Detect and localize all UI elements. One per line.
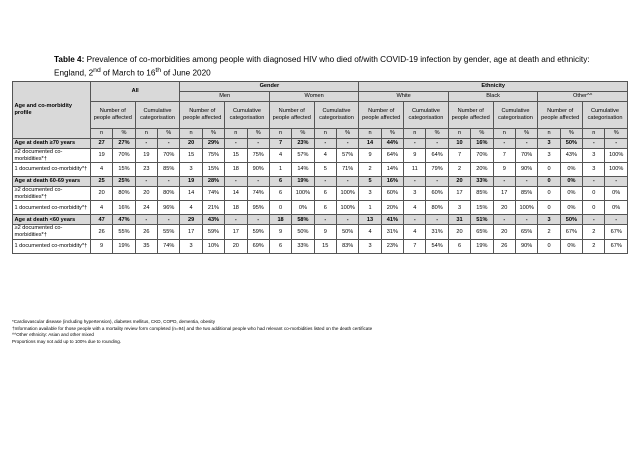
- table-cell: 3: [538, 149, 560, 163]
- row-label: ≥2 documented co-morbidities*†: [13, 187, 91, 201]
- table-cell: 20: [493, 225, 515, 239]
- table-cell: 26: [90, 225, 112, 239]
- table-label: Table 4:: [54, 55, 85, 64]
- table-cell: -: [225, 215, 247, 225]
- table-cell: 57%: [292, 149, 314, 163]
- footnote: Proportions may not add up to 100% due to rounding.: [12, 338, 122, 344]
- table-cell: 90%: [515, 239, 537, 253]
- table-cell: 31: [448, 215, 470, 225]
- header-n: n: [314, 129, 336, 139]
- header-cumulative: Cumulative categorisation: [493, 102, 538, 129]
- table-cell: 74%: [247, 187, 269, 201]
- table-cell: -: [404, 177, 426, 187]
- row-label: 1 documented co-morbidity*†: [13, 201, 91, 215]
- table-cell: 4: [404, 201, 426, 215]
- table-cell: 3: [583, 149, 605, 163]
- table-cell: 0: [538, 163, 560, 177]
- table-cell: 4: [269, 149, 291, 163]
- table-cell: 25: [90, 177, 112, 187]
- table-cell: -: [515, 215, 537, 225]
- table-cell: 70%: [515, 149, 537, 163]
- table-cell: 85%: [515, 187, 537, 201]
- header-all: All: [90, 82, 179, 102]
- table-cell: 3: [359, 239, 381, 253]
- table-cell: 20: [493, 201, 515, 215]
- header-pct: %: [381, 129, 403, 139]
- table-cell: -: [493, 139, 515, 149]
- table-cell: 2: [583, 239, 605, 253]
- table-cell: 0: [269, 201, 291, 215]
- table-cell: 9: [359, 149, 381, 163]
- table-cell: -: [426, 215, 448, 225]
- table-cell: -: [493, 215, 515, 225]
- caption-line2-mid: of March to 16: [103, 68, 156, 78]
- table-row: [13, 201, 628, 215]
- row-label: 1 documented co-morbidity*†: [13, 163, 91, 177]
- table-cell: 85%: [471, 187, 493, 201]
- table-cell: -: [336, 139, 358, 149]
- table-cell: 43%: [560, 149, 582, 163]
- table-cell: 0%: [292, 201, 314, 215]
- table-cell: 79%: [426, 163, 448, 177]
- table-cell: 90%: [515, 163, 537, 177]
- table-cell: 64%: [426, 149, 448, 163]
- table-group-row: [13, 177, 628, 187]
- table-cell: -: [247, 139, 269, 149]
- table-cell: 3: [359, 187, 381, 201]
- table-cell: 26: [493, 239, 515, 253]
- table-group-row: [13, 215, 628, 225]
- table-cell: 9: [404, 149, 426, 163]
- table-cell: 60%: [381, 187, 403, 201]
- table-cell: 16%: [471, 139, 493, 149]
- table-cell: 17: [448, 187, 470, 201]
- table-cell: 15%: [113, 163, 135, 177]
- table-cell: 55%: [113, 225, 135, 239]
- table-row: [13, 149, 628, 163]
- table-cell: 47%: [113, 215, 135, 225]
- table-cell: 14: [225, 187, 247, 201]
- table-cell: 21%: [202, 201, 224, 215]
- table-cell: -: [158, 215, 180, 225]
- table-cell: -: [515, 177, 537, 187]
- table-cell: -: [493, 177, 515, 187]
- row-label: Age at death 60-69 years: [13, 177, 91, 187]
- table-cell: 58%: [292, 215, 314, 225]
- header-n: n: [225, 129, 247, 139]
- table-cell: 60%: [426, 187, 448, 201]
- table-cell: 100%: [292, 187, 314, 201]
- table-cell: 0%: [605, 187, 628, 201]
- table-cell: 17: [493, 187, 515, 201]
- table-cell: 0%: [560, 187, 582, 201]
- table-cell: 4: [90, 201, 112, 215]
- table-cell: 3: [448, 201, 470, 215]
- table-cell: 23%: [381, 239, 403, 253]
- table-cell: 0%: [560, 177, 582, 187]
- table-cell: 20: [448, 225, 470, 239]
- table-cell: 25%: [113, 177, 135, 187]
- table-cell: 24: [135, 201, 157, 215]
- header-number-affected: Number of people affected: [90, 102, 135, 129]
- header-number-affected: Number of people affected: [448, 102, 493, 129]
- footnote: ^^Other ethnicity: Asian and other mixed: [12, 332, 94, 338]
- table-cell: 50%: [560, 139, 582, 149]
- table-cell: 4: [314, 149, 336, 163]
- table-row: [13, 187, 628, 201]
- table-cell: 13: [359, 215, 381, 225]
- table-cell: 19%: [113, 239, 135, 253]
- table-cell: 2: [359, 163, 381, 177]
- header-n: n: [583, 129, 605, 139]
- table-cell: 80%: [426, 201, 448, 215]
- header-pct: %: [292, 129, 314, 139]
- table-cell: 20: [135, 187, 157, 201]
- header-number-affected: Number of people affected: [180, 102, 225, 129]
- table-cell: 26: [135, 225, 157, 239]
- table-cell: 67%: [605, 239, 628, 253]
- table-cell: 19: [180, 177, 202, 187]
- header-pct: %: [158, 129, 180, 139]
- table-cell: 19: [135, 149, 157, 163]
- table-cell: -: [426, 139, 448, 149]
- table-row: [13, 225, 628, 239]
- table-cell: -: [515, 139, 537, 149]
- table-cell: 74%: [202, 187, 224, 201]
- table-cell: 69%: [247, 239, 269, 253]
- table-cell: -: [426, 177, 448, 187]
- table-cell: 19%: [471, 239, 493, 253]
- caption-line1: Prevalence of co-morbidities among people with diagnosed HIV who died of/with COVID-19 infection by gender, age at death and: [86, 55, 555, 64]
- table-cell: 0%: [605, 201, 628, 215]
- table-cell: 18: [269, 215, 291, 225]
- table-cell: 44%: [381, 139, 403, 149]
- table-cell: 20: [225, 239, 247, 253]
- table-cell: -: [583, 215, 605, 225]
- table-cell: -: [135, 139, 157, 149]
- table-cell: 3: [180, 239, 202, 253]
- table-cell: 51%: [471, 215, 493, 225]
- header-pct: %: [560, 129, 582, 139]
- table-cell: 0%: [560, 239, 582, 253]
- table-cell: 20%: [381, 201, 403, 215]
- header-gender: Gender: [180, 82, 359, 92]
- table-cell: 3: [404, 187, 426, 201]
- table-cell: 9: [493, 163, 515, 177]
- table-cell: 64%: [381, 149, 403, 163]
- table-cell: -: [336, 177, 358, 187]
- header-pct: %: [336, 129, 358, 139]
- table-cell: 59%: [202, 225, 224, 239]
- table-cell: 0%: [560, 201, 582, 215]
- table-cell: 4: [359, 225, 381, 239]
- table-cell: 100%: [336, 187, 358, 201]
- table-cell: -: [247, 215, 269, 225]
- table-cell: 15: [180, 149, 202, 163]
- table-cell: 19: [90, 149, 112, 163]
- table-cell: 7: [448, 149, 470, 163]
- table-cell: 7: [269, 139, 291, 149]
- table-cell: 71%: [336, 163, 358, 177]
- table-cell: 0: [538, 201, 560, 215]
- table-cell: -: [336, 215, 358, 225]
- table-cell: -: [314, 177, 336, 187]
- footnote: *Cardiovascular disease (including hypertension), diabetes mellitus, CKD, COPD, dementia, obesity: [12, 319, 215, 324]
- table-cell: 29%: [202, 139, 224, 149]
- table-cell: 14%: [292, 163, 314, 177]
- table-cell: 0: [538, 239, 560, 253]
- table-cell: -: [404, 215, 426, 225]
- table-cell: 6: [314, 187, 336, 201]
- table-cell: 70%: [158, 149, 180, 163]
- table-cell: 15: [225, 149, 247, 163]
- table-cell: 28%: [202, 177, 224, 187]
- table-cell: -: [225, 177, 247, 187]
- table-cell: 17: [180, 225, 202, 239]
- table-cell: -: [583, 139, 605, 149]
- table-cell: 4: [90, 163, 112, 177]
- header-n: n: [538, 129, 560, 139]
- table-cell: 9: [314, 225, 336, 239]
- table-cell: 47: [90, 215, 112, 225]
- header-pct: %: [247, 129, 269, 139]
- caption-line2-post: of June 2020: [163, 68, 211, 78]
- table-cell: 27: [90, 139, 112, 149]
- table-cell: 67%: [605, 225, 628, 239]
- table-cell: 2: [448, 163, 470, 177]
- table-cell: 18: [225, 163, 247, 177]
- comorbidity-table: [12, 81, 628, 254]
- table-cell: 6: [269, 187, 291, 201]
- table-cell: -: [158, 139, 180, 149]
- table-cell: 100%: [515, 201, 537, 215]
- table-notes: [12, 319, 628, 345]
- table-cell: 10%: [202, 239, 224, 253]
- table-cell: 16%: [113, 201, 135, 215]
- table-cell: 80%: [158, 187, 180, 201]
- table-cell: 20%: [471, 163, 493, 177]
- table-cell: -: [135, 177, 157, 187]
- table-cell: 50%: [292, 225, 314, 239]
- table-cell: 33%: [292, 239, 314, 253]
- table-cell: 19%: [292, 177, 314, 187]
- table-cell: 6: [269, 177, 291, 187]
- header-n: n: [269, 129, 291, 139]
- table-cell: 1: [359, 201, 381, 215]
- table-cell: -: [605, 177, 628, 187]
- table-cell: 85%: [158, 163, 180, 177]
- table-cell: 4: [180, 201, 202, 215]
- header-ethnicity: Ethnicity: [359, 82, 628, 92]
- table-cell: 100%: [605, 149, 628, 163]
- header-n: n: [135, 129, 157, 139]
- table-cell: 20: [90, 187, 112, 201]
- header-n: n: [493, 129, 515, 139]
- header-cumulative: Cumulative categorisation: [583, 102, 628, 129]
- table-cell: 100%: [605, 163, 628, 177]
- table-cell: 43%: [202, 215, 224, 225]
- header-pct: %: [202, 129, 224, 139]
- caption-sup2: th: [155, 67, 162, 74]
- table-caption: [54, 54, 594, 79]
- table-cell: 9: [90, 239, 112, 253]
- table-cell: 65%: [471, 225, 493, 239]
- table-cell: 100%: [336, 201, 358, 215]
- header-number-affected: Number of people affected: [359, 102, 404, 129]
- table-cell: 9: [269, 225, 291, 239]
- table-cell: 50%: [560, 215, 582, 225]
- table-cell: 3: [538, 215, 560, 225]
- table-cell: 70%: [471, 149, 493, 163]
- table-cell: -: [247, 177, 269, 187]
- table-group-row: [13, 139, 628, 149]
- table-cell: -: [404, 139, 426, 149]
- table-row: [13, 163, 628, 177]
- table-cell: 18: [225, 201, 247, 215]
- header-other: Other^^: [538, 92, 628, 102]
- table-cell: 3: [180, 163, 202, 177]
- header-cumulative: Cumulative categorisation: [314, 102, 359, 129]
- table-cell: 27%: [113, 139, 135, 149]
- table-cell: 0: [538, 187, 560, 201]
- table-cell: 23%: [292, 139, 314, 149]
- table-cell: -: [225, 139, 247, 149]
- table-cell: 11: [404, 163, 426, 177]
- table-cell: 7: [404, 239, 426, 253]
- table-cell: 0%: [560, 163, 582, 177]
- header-white: White: [359, 92, 448, 102]
- table-cell: 50%: [336, 225, 358, 239]
- table-cell: 5: [314, 163, 336, 177]
- table-cell: 95%: [247, 201, 269, 215]
- table-cell: 2: [583, 225, 605, 239]
- table-cell: 14: [180, 187, 202, 201]
- table-cell: -: [158, 177, 180, 187]
- table-cell: 67%: [560, 225, 582, 239]
- header-n: n: [90, 129, 112, 139]
- table-cell: 5: [359, 177, 381, 187]
- table-cell: 65%: [515, 225, 537, 239]
- header-number-affected: Number of people affected: [538, 102, 583, 129]
- header-cumulative: Cumulative categorisation: [404, 102, 449, 129]
- header-pct: %: [426, 129, 448, 139]
- row-label: ≥2 documented co-morbidities*†: [13, 225, 91, 239]
- table-cell: 15: [314, 239, 336, 253]
- table-cell: 0: [583, 201, 605, 215]
- table-cell: 54%: [426, 239, 448, 253]
- row-label: Age at death ≥70 years: [13, 139, 91, 149]
- table-cell: 14%: [381, 163, 403, 177]
- table-cell: 15%: [202, 163, 224, 177]
- header-black: Black: [448, 92, 537, 102]
- table-row: [13, 239, 628, 253]
- table-cell: 17: [225, 225, 247, 239]
- table-cell: 0: [538, 177, 560, 187]
- table-cell: 75%: [202, 149, 224, 163]
- table-cell: 16%: [381, 177, 403, 187]
- header-women: Women: [269, 92, 358, 102]
- table-cell: 55%: [158, 225, 180, 239]
- header-n: n: [448, 129, 470, 139]
- header-profile: Age and co-morbidity profile: [13, 82, 91, 139]
- table-cell: 3: [583, 163, 605, 177]
- header-n: n: [359, 129, 381, 139]
- table-cell: 83%: [336, 239, 358, 253]
- header-n: n: [404, 129, 426, 139]
- header-n: n: [180, 129, 202, 139]
- table-cell: 96%: [158, 201, 180, 215]
- table-cell: -: [605, 215, 628, 225]
- table-cell: 57%: [336, 149, 358, 163]
- table-cell: 31%: [426, 225, 448, 239]
- table-cell: 20: [180, 139, 202, 149]
- table-cell: 3: [538, 139, 560, 149]
- table-cell: -: [605, 139, 628, 149]
- table-cell: 15%: [471, 201, 493, 215]
- table-cell: 10: [448, 139, 470, 149]
- table-cell: 14: [359, 139, 381, 149]
- table-cell: 90%: [247, 163, 269, 177]
- header-cumulative: Cumulative categorisation: [135, 102, 180, 129]
- header-pct: %: [471, 129, 493, 139]
- table-cell: 33%: [471, 177, 493, 187]
- header-cumulative: Cumulative categorisation: [225, 102, 270, 129]
- table-cell: 20: [448, 177, 470, 187]
- table-cell: 75%: [247, 149, 269, 163]
- row-label: Age at death <60 years: [13, 215, 91, 225]
- table-cell: 31%: [381, 225, 403, 239]
- table-cell: -: [583, 177, 605, 187]
- table-cell: 7: [493, 149, 515, 163]
- table-cell: 70%: [113, 149, 135, 163]
- table-cell: 0: [583, 187, 605, 201]
- table-cell: 4: [404, 225, 426, 239]
- row-label: ≥2 documented co-morbidities*†: [13, 149, 91, 163]
- table-cell: 2: [538, 225, 560, 239]
- table-cell: 41%: [381, 215, 403, 225]
- table-cell: 1: [269, 163, 291, 177]
- table-cell: 35: [135, 239, 157, 253]
- header-pct: %: [113, 129, 135, 139]
- table-cell: -: [135, 215, 157, 225]
- footnote: †Information available for those people with a mortality review form completed (n=94) and the two additional people who had relevant co-morbidities listed on the death certificate: [12, 325, 373, 331]
- caption-line2-pre: ethnicity: England, 2: [54, 55, 590, 78]
- table-cell: 59%: [247, 225, 269, 239]
- table-cell: 74%: [158, 239, 180, 253]
- table-cell: 6: [448, 239, 470, 253]
- table-cell: -: [314, 139, 336, 149]
- table-cell: 80%: [113, 187, 135, 201]
- header-men: Men: [180, 92, 269, 102]
- header-number-affected: Number of people affected: [269, 102, 314, 129]
- table-cell: 23: [135, 163, 157, 177]
- table-cell: 29: [180, 215, 202, 225]
- table-cell: 6: [314, 201, 336, 215]
- table-cell: -: [314, 215, 336, 225]
- caption-sup1: nd: [93, 67, 101, 74]
- row-label: 1 documented co-morbidity*†: [13, 239, 91, 253]
- header-pct: %: [605, 129, 628, 139]
- table-cell: 6: [269, 239, 291, 253]
- header-pct: %: [515, 129, 537, 139]
